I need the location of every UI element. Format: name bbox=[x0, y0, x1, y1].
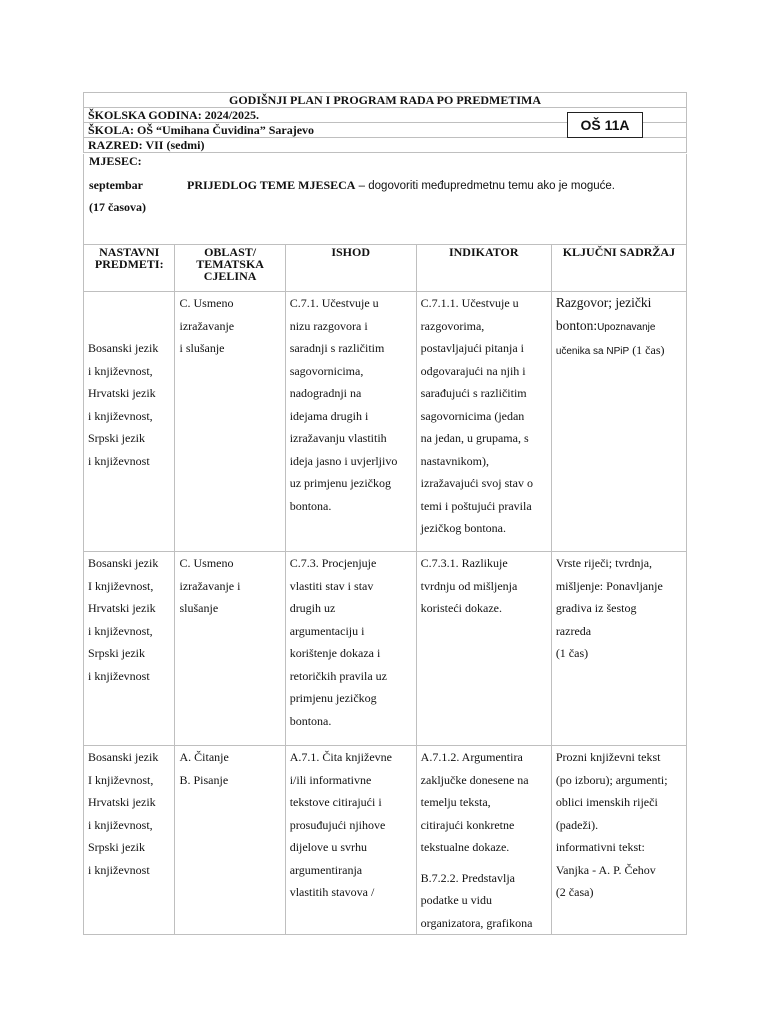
indicator-line: razgovorima, bbox=[420, 318, 485, 333]
outcome-line: vlastitih stavova / bbox=[289, 885, 375, 899]
outcome-line: A.7.1. Čita književne bbox=[289, 750, 392, 764]
indicator-line: koristeći dokaze. bbox=[420, 601, 502, 615]
content-cell bbox=[551, 552, 686, 746]
indicator-line: jezičkog bontona. bbox=[420, 521, 506, 535]
subject-line: i književnost, bbox=[88, 363, 153, 378]
subject-line: i književnost, bbox=[88, 408, 153, 423]
subject-line: i književnost bbox=[88, 862, 150, 877]
subjects-cell bbox=[84, 552, 175, 746]
column-header: ISHOD bbox=[285, 245, 416, 292]
indicator-line: odgovarajući na njih i bbox=[420, 363, 526, 378]
subject-line: I književnost, bbox=[88, 772, 154, 787]
grade: RAZRED: VII (sedmi) bbox=[84, 138, 687, 153]
outcome-line: argumentiranja bbox=[289, 862, 363, 877]
indicator-line: sagovornicima (jedan bbox=[420, 408, 525, 423]
indicator-line: citirajući konkretne bbox=[420, 817, 515, 832]
area-line: B. Pisanje bbox=[179, 772, 229, 787]
indicator-line: postavljajući pitanja i bbox=[420, 341, 524, 355]
outcome-line: ideja jasno i uvjerljivo bbox=[289, 453, 398, 468]
subject-line: i književnost bbox=[88, 453, 150, 468]
indicator-line: izražavajući svoj stav o bbox=[420, 476, 533, 490]
outcome-line: drugih uz bbox=[289, 601, 336, 615]
outcome-line: prosuđujući njihove bbox=[289, 817, 386, 832]
paragraph-gap bbox=[421, 859, 547, 867]
area-cell bbox=[175, 746, 285, 935]
indicator-line: organizatora, grafikona bbox=[420, 915, 533, 930]
table-row bbox=[84, 292, 687, 552]
outcome-line: korištenje dokaza i bbox=[289, 646, 381, 660]
indicator-line: B.7.2.2. Predstavlja bbox=[420, 870, 515, 885]
indicator-line: temelju teksta, bbox=[420, 795, 491, 809]
indicator-line: C.7.3.1. Razlikuje bbox=[420, 556, 508, 570]
content-line: informativni tekst: bbox=[555, 840, 645, 854]
outcome-line: i/ili informativne bbox=[289, 772, 372, 787]
outcome-line: sagovornicima, bbox=[289, 363, 364, 378]
content-bonton: bonton: bbox=[555, 317, 598, 333]
subject-line: Bosanski jezik bbox=[88, 556, 159, 570]
content-line: Vanjka - A. P. Čehov bbox=[555, 862, 656, 877]
content-hours: (1 čas) bbox=[629, 343, 665, 357]
indicator-line: tvrdnju od mišljenja bbox=[420, 578, 518, 593]
outcome-cell bbox=[285, 746, 416, 935]
subjects-cell bbox=[84, 292, 175, 552]
indicator-line: zaključke donesene na bbox=[420, 772, 529, 787]
indicator-cell bbox=[416, 746, 551, 935]
indicator-cell bbox=[416, 292, 551, 552]
indicator-line: na jedan, u grupama, s bbox=[420, 431, 529, 445]
school-year: ŠKOLSKA GODINA: 2024/2025. bbox=[84, 108, 687, 123]
outcome-line: retoričkih pravila uz bbox=[289, 668, 387, 683]
indicator-line: sarađujući s različitim bbox=[420, 386, 527, 400]
subject-line: Srpski jezik bbox=[88, 431, 145, 445]
outcome-line: bontona. bbox=[289, 498, 332, 513]
column-header: OBLAST/ TEMATSKA CJELINA bbox=[175, 245, 285, 292]
indicator-line: temi i poštujući pravila bbox=[420, 498, 532, 513]
outcome-line: nizu razgovora i bbox=[289, 318, 368, 333]
indicator-line: nastavnikom), bbox=[420, 453, 489, 468]
content-line bbox=[556, 315, 682, 340]
area-line: i slušanje bbox=[179, 341, 225, 355]
indicator-line: C.7.1.1. Učestvuje u bbox=[420, 296, 519, 310]
column-header: KLJUČNI SADRŽAJ bbox=[551, 245, 686, 292]
month-theme-proposal bbox=[187, 178, 615, 193]
outcome-line: bontona. bbox=[289, 713, 332, 728]
subject-line: i književnost, bbox=[88, 817, 153, 832]
subject-line: i književnost, bbox=[88, 623, 153, 638]
outcome-line: uz primjenu jezičkog bbox=[289, 476, 391, 490]
outcome-line: argumentaciju i bbox=[289, 623, 365, 638]
indicator-cell bbox=[416, 552, 551, 746]
indicator-line: tekstualne dokaze. bbox=[420, 840, 510, 854]
area-line: C. Usmeno bbox=[179, 556, 234, 570]
content-cell bbox=[551, 746, 686, 935]
content-line: (padeži). bbox=[555, 817, 599, 832]
outcome-cell bbox=[285, 292, 416, 552]
outcome-line: vlastiti stav i stav bbox=[289, 578, 374, 593]
document-title: GODIŠNJI PLAN I PROGRAM RADA PO PREDMETIMA bbox=[84, 93, 687, 108]
month-hours: (17 časova) bbox=[89, 200, 146, 214]
table-row bbox=[84, 552, 687, 746]
column-header: INDIKATOR bbox=[416, 245, 551, 292]
plan-table bbox=[83, 244, 687, 935]
subject-line: I književnost, bbox=[88, 578, 154, 593]
outcome-cell bbox=[285, 552, 416, 746]
outcome-line: C.7.1. Učestvuje u bbox=[289, 296, 379, 310]
content-line bbox=[556, 339, 682, 364]
area-line: C. Usmeno bbox=[179, 296, 234, 310]
content-npip: učenika sa NPiP bbox=[555, 346, 630, 357]
content-line: (po izboru); argumenti; bbox=[555, 772, 668, 787]
subject-line: i književnost bbox=[88, 668, 150, 683]
content-line: razreda bbox=[555, 623, 592, 638]
area-cell bbox=[175, 552, 285, 746]
outcome-line: saradnji s različitim bbox=[289, 341, 385, 355]
school-code-badge: OŠ 11A bbox=[567, 112, 643, 138]
outcome-line: C.7.3. Procjenjuje bbox=[289, 556, 377, 570]
month-label: MJESEC: bbox=[89, 154, 142, 168]
subject-line: Hrvatski jezik bbox=[88, 795, 156, 809]
content-line: (1 čas) bbox=[555, 646, 589, 660]
outcome-line: tekstove citirajući i bbox=[289, 795, 382, 809]
outcome-line: izražavanju vlastitih bbox=[289, 431, 387, 445]
content-line: oblici imenskih riječi bbox=[555, 795, 658, 809]
content-line: Prozni književni tekst bbox=[555, 750, 661, 764]
area-cell bbox=[175, 292, 285, 552]
content-line: Vrste riječi; tvrdnja, bbox=[555, 556, 653, 570]
subject-line: Srpski jezik bbox=[88, 646, 145, 660]
area-line: slušanje bbox=[179, 601, 219, 615]
proposal-bold: PRIJEDLOG TEME MJESECA bbox=[187, 178, 356, 192]
indicator-line: podatke u vidu bbox=[420, 893, 492, 907]
outcome-line: nadogradnji na bbox=[289, 386, 362, 400]
content-line: mišljenje: Ponavljanje bbox=[555, 578, 663, 593]
indicator-line: A.7.1.2. Argumentira bbox=[420, 750, 523, 764]
table-header-row bbox=[84, 245, 687, 292]
subject-line: Hrvatski jezik bbox=[88, 386, 156, 400]
outcome-line: primjenu jezičkog bbox=[289, 691, 377, 705]
content-line: (2 časa) bbox=[555, 885, 594, 899]
area-line: izražavanje i bbox=[179, 578, 241, 593]
table-row bbox=[84, 746, 687, 935]
school-name: ŠKOLA: OŠ “Umihana Čuvidina” Sarajevo bbox=[84, 123, 687, 138]
column-header: NASTAVNI PREDMETI: bbox=[84, 245, 175, 292]
subject-line: Hrvatski jezik bbox=[88, 601, 156, 615]
area-line: izražavanje bbox=[179, 318, 235, 333]
content-intro: Upoznavanje bbox=[597, 321, 656, 333]
subject-line: Bosanski jezik bbox=[88, 750, 159, 764]
month-name: septembar bbox=[89, 178, 143, 192]
subject-line: Bosanski jezik bbox=[88, 341, 159, 355]
month-section bbox=[83, 154, 687, 245]
outcome-line: idejama drugih i bbox=[289, 408, 369, 423]
area-line: A. Čitanje bbox=[179, 750, 229, 764]
outcome-line: dijelove u svrhu bbox=[289, 840, 368, 854]
proposal-rest: – dogovoriti međupredmetnu temu ako je moguće. bbox=[355, 180, 616, 192]
subjects-cell bbox=[84, 746, 175, 935]
subject-line: Srpski jezik bbox=[88, 840, 145, 854]
content-line: Razgovor; jezički bbox=[555, 295, 652, 310]
content-line: gradiva iz šestog bbox=[555, 601, 637, 615]
content-cell bbox=[551, 292, 686, 552]
